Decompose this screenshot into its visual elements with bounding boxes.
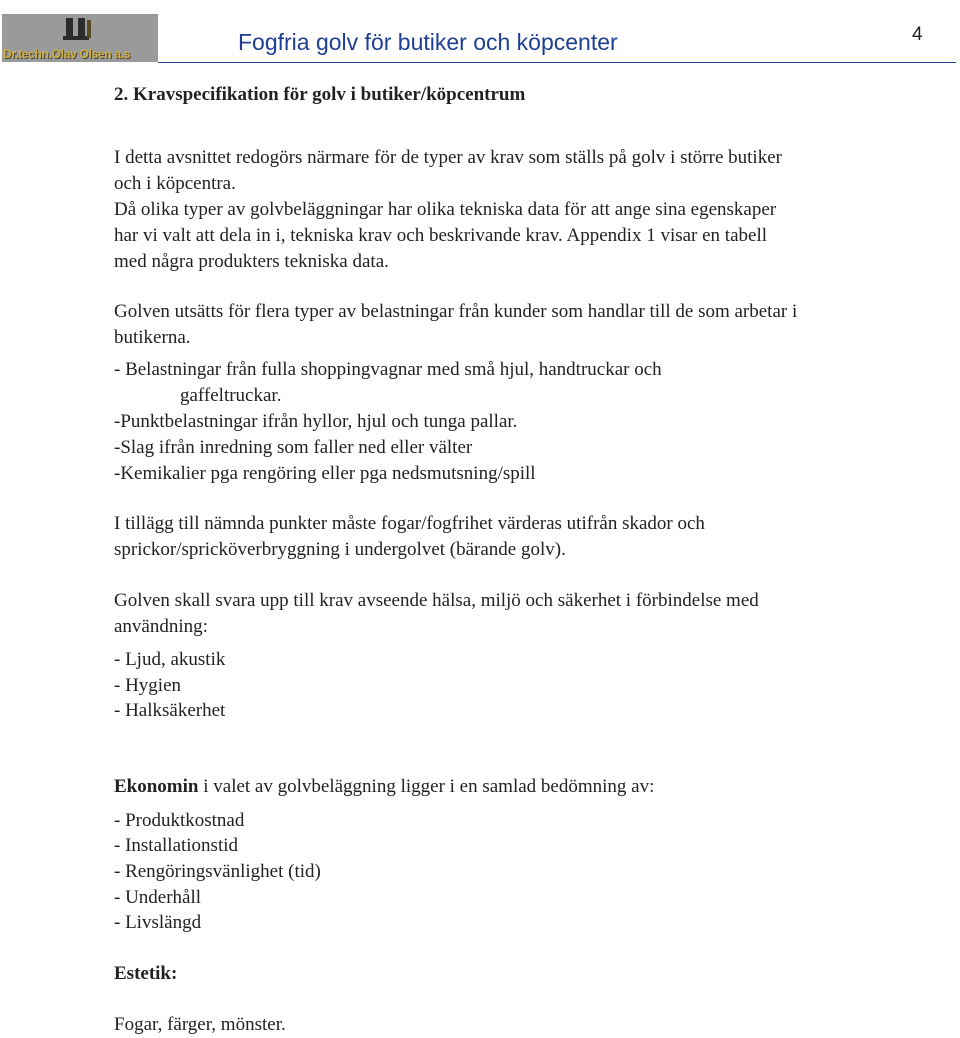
page-number: 4 xyxy=(912,24,923,45)
economy-text: i valet av golvbeläggning ligger i en samlad bedömning av: xyxy=(198,776,655,797)
list-item: - Produktkostnad xyxy=(114,810,245,831)
section-heading: 2. Kravspecifikation för golv i butiker/köpcentrum xyxy=(114,84,526,105)
logo-text: Dr.techn.Olav Olsen a.s xyxy=(3,47,131,61)
list-item: - Ljud, akustik xyxy=(114,649,226,670)
paragraph-line: Golven utsätts för flera typer av belastningar från kunder som handlar till de som arbetar i xyxy=(114,301,798,322)
aesthetics-text: Fogar, färger, mönster. xyxy=(114,1014,286,1035)
paragraph-line: användning: xyxy=(114,616,208,637)
paragraph-line: med några produkters tekniska data. xyxy=(114,251,389,272)
paragraph-line: Golven skall svara upp till krav avseende hälsa, miljö och säkerhet i förbindelse med xyxy=(114,590,759,611)
paragraph-line: butikerna. xyxy=(114,327,191,348)
economy-keyword: Ekonomin xyxy=(114,776,199,797)
paragraph-line: I tillägg till nämnda punkter måste fogar/fogfrihet värderas utifrån skador och xyxy=(114,513,705,534)
document-title: Fogfria golv för butiker och köpcenter xyxy=(238,29,618,55)
paragraph-line: och i köpcentra. xyxy=(114,173,236,194)
list-item: - Halksäkerhet xyxy=(114,700,226,721)
list-item: - Installationstid xyxy=(114,835,239,856)
paragraph-line: I detta avsnittet redogörs närmare för de typer av krav som ställs på golv i större butiker xyxy=(114,147,782,168)
list-item: -Kemikalier pga rengöring eller pga nedsmutsning/spill xyxy=(114,463,536,484)
list-item: - Underhåll xyxy=(114,887,202,908)
paragraph-line: sprickor/spricköverbryggning i undergolvet (bärande golv). xyxy=(114,539,566,560)
company-logo xyxy=(2,14,158,62)
list-item: - Rengöringsvänlighet (tid) xyxy=(114,861,321,882)
header-divider xyxy=(158,62,956,63)
economy-line xyxy=(114,774,654,800)
list-item: - Belastningar från fulla shoppingvagnar med små hjul, handtruckar och xyxy=(114,359,662,380)
logo-mark-icon xyxy=(62,16,96,42)
paragraph-line: Då olika typer av golvbeläggningar har olika tekniska data för att ange sina egenskaper xyxy=(114,199,777,220)
list-item: - Hygien xyxy=(114,675,182,696)
list-item: -Punktbelastningar ifrån hyllor, hjul och tunga pallar. xyxy=(114,411,518,432)
list-item: -Slag ifrån inredning som faller ned eller välter xyxy=(114,437,473,458)
list-item-continuation: gaffeltruckar. xyxy=(180,385,282,406)
list-item: - Livslängd xyxy=(114,912,202,933)
aesthetics-heading: Estetik: xyxy=(114,963,178,984)
paragraph-line: har vi valt att dela in i, tekniska krav och beskrivande krav. Appendix 1 visar en tabell xyxy=(114,225,768,246)
